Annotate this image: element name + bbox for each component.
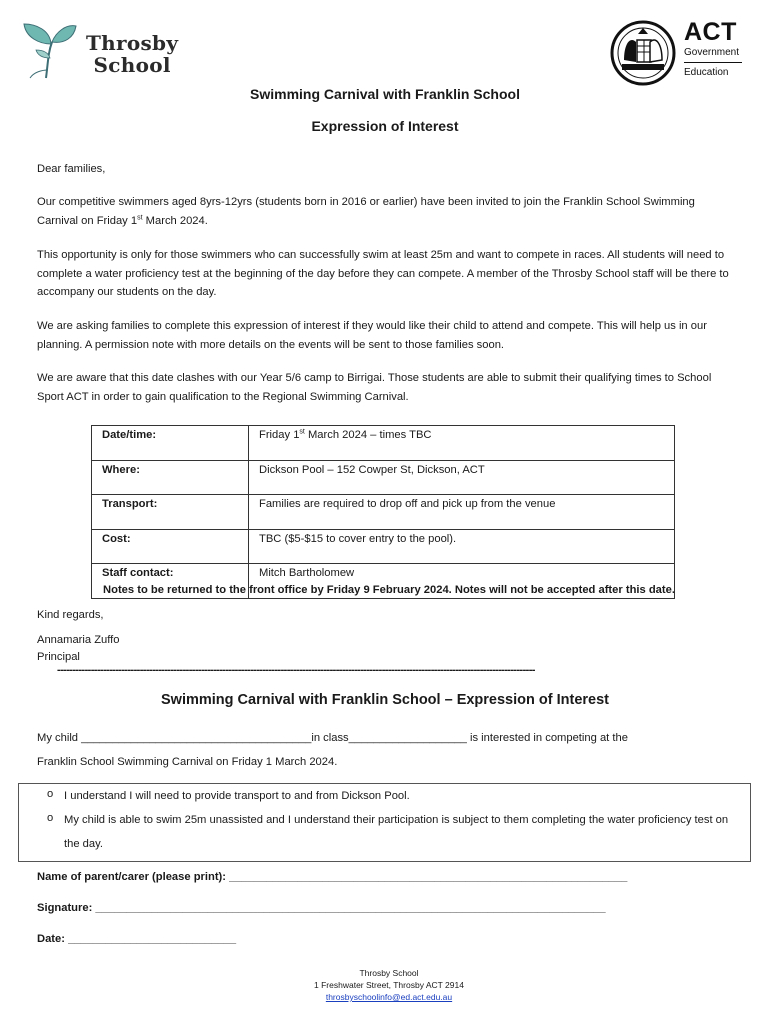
transport-value: Families are required to drop off and pick up from the venue <box>249 495 675 530</box>
return-notice: Notes to be returned to the front office by Friday 9 February 2024. Notes will not be accepted after this date. <box>103 584 675 596</box>
paragraph-camp-clash: We are aware that this date clashes with our Year 5/6 camp to Birrigai. Those students are able to submit their qualifying times to School Sport ACT in order to gain qualification to the Regional Swimming Carnival. <box>37 372 712 403</box>
page-title: Swimming Carnival with Franklin School <box>250 86 520 102</box>
option-transport: I understand I will need to provide transport to and from Dickson Pool. <box>64 790 410 802</box>
form-carnival-line: Franklin School Swimming Carnival on Friday 1 March 2024. <box>37 756 338 768</box>
acknowledgement-box <box>18 783 751 862</box>
option-checkbox[interactable]: o <box>47 812 54 824</box>
table-row <box>92 426 675 461</box>
closing: Kind regards, <box>37 609 104 621</box>
option-checkbox[interactable]: o <box>47 788 54 800</box>
act-education-text: Education <box>684 67 729 78</box>
where-value: Dickson Pool – 152 Cowper St, Dickson, ACT <box>249 460 675 495</box>
footer-email-row <box>0 991 770 1003</box>
option-swim-ability: My child is able to swim 25m unassisted and I understand their participation is subject to them completing the water proficiency test on the day. <box>64 814 729 850</box>
footer-email-link[interactable]: throsbyschoolinfo@ed.act.edu.au <box>325 992 453 1002</box>
date-value-text: Friday 1 <box>259 429 300 441</box>
school-name-line2: School <box>93 53 171 77</box>
para1-text: Our competitive swimmers aged 8yrs-12yrs (students born in 2016 or earlier) have been invited to join the Franklin School Swimming Carnival on Friday 1 <box>37 196 695 227</box>
form-title: Swimming Carnival with Franklin School – Expression of Interest <box>161 692 609 708</box>
signoff-name: Annamaria Zuffo <box>37 634 120 646</box>
date-label: Date/time: <box>92 426 249 461</box>
date-value-superscript: st <box>299 428 305 436</box>
parent-name-field[interactable]: Name of parent/carer (please print): ________________________________________________________________ <box>37 871 628 883</box>
act-crest-icon <box>610 20 676 86</box>
act-divider <box>684 62 742 63</box>
cost-label: Cost: <box>92 529 249 564</box>
paragraph-invitation <box>37 193 737 230</box>
event-details-table <box>91 425 675 599</box>
date-field[interactable]: Date: ___________________________ <box>37 933 237 945</box>
school-name-line1: Throsby <box>86 31 179 55</box>
throsby-school-logo <box>22 18 192 80</box>
para1-text-end: March 2024. <box>142 214 208 227</box>
staff-contact-value: Mitch Bartholomew <box>249 564 675 599</box>
date-value-text-end: March 2024 – times TBC <box>304 429 432 441</box>
act-government-text: Government <box>684 47 740 58</box>
page-subtitle: Expression of Interest <box>311 118 459 134</box>
paragraph-eligibility: This opportunity is only for those swimmers who can successfully swim at least 25m and want to compete in races. All students will need to complete a water proficiency test at the beginning of the day before they can compete. A member of the Throsby School staff will be there to accompany our students on the day. <box>37 249 729 298</box>
cost-value: TBC ($5-$15 to cover entry to the pool). <box>249 529 675 564</box>
signoff-title: Principal <box>37 651 80 663</box>
staff-contact-label: Staff contact: <box>92 564 249 599</box>
date-value <box>249 426 675 461</box>
table-row <box>92 529 675 564</box>
form-child-line[interactable]: My child _____________________________________in class___________________ is interested in competing at the <box>37 732 628 744</box>
greeting: Dear families, <box>37 163 106 175</box>
cut-line-divider: ------------------------------------------------------------------------------------------------------------------------------------------------------------ <box>57 664 535 676</box>
signature-field[interactable]: Signature: __________________________________________________________________________________ <box>37 902 606 914</box>
para1-superscript: st <box>137 213 143 221</box>
transport-label: Transport: <box>92 495 249 530</box>
act-wordmark: ACT <box>684 18 737 46</box>
footer-school-name: Throsby School <box>359 968 419 978</box>
leaf-icon <box>22 18 78 80</box>
where-label: Where: <box>92 460 249 495</box>
footer-address: 1 Freshwater Street, Throsby ACT 2914 <box>314 980 464 990</box>
table-row <box>92 460 675 495</box>
act-government-logo <box>610 20 750 84</box>
paragraph-planning: We are asking families to complete this expression of interest if they would like their child to attend and compete. This will help us in our planning. A permission note with more details on the events will be sent to those families soon. <box>37 320 707 351</box>
table-row <box>92 495 675 530</box>
